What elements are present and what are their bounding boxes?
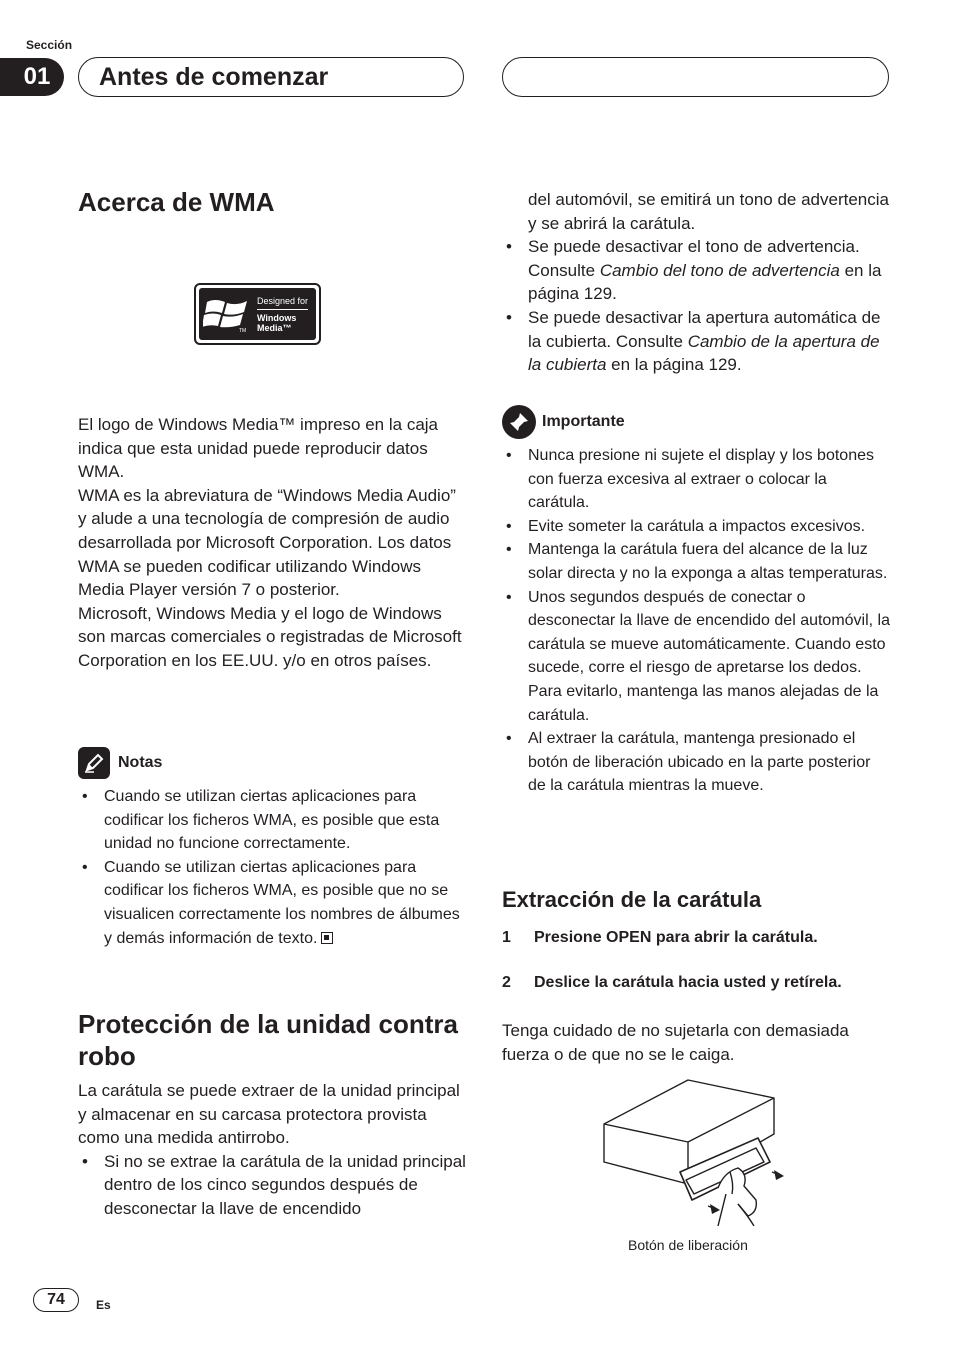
notes-list [78,785,468,950]
step-1 [502,926,890,950]
step-2-desc-wrap [502,1019,890,1066]
logo-media: Media™ [257,322,292,333]
wma-section-title-wrap [78,186,275,218]
note-text: Cuando se utilizan ciertas aplicaciones para codificar los ficheros WMA, es posible que esta unidad no funcione correctamente. [104,788,440,853]
faceplate-removal-illustration [598,1076,794,1226]
theft-body-right [502,188,890,377]
theft-bullet1-part2: del automóvil, se emitirá un tono de advertencia y se abrirá la carátula. [528,190,889,233]
wma-paragraph: El logo de Windows Media™ impreso en la caja indica que esta unidad puede reproducir datos WMA. [78,415,439,482]
important-header [502,405,625,439]
step-2-description: Tenga cuidado de no sujetarla con demasiada fuerza o de que no se le caiga. [502,1021,849,1064]
theft-section-title-wrap [78,1008,468,1072]
section-number-badge: 01 [0,58,64,96]
important-text: Al extraer la carátula, mantenga presionado el botón de liberación ubicado en la parte posterior de la carátula mientras la mueve. [528,730,871,795]
list-item [502,306,890,377]
important-text: Mantenga la carátula fuera del alcance de la luz solar directa y no la exponga a altas temperaturas. [528,541,888,582]
list-item [502,586,890,728]
list-item [502,235,890,306]
pushpin-important-icon [502,405,536,439]
step-text: Deslice la carátula hacia usted y retírela. [534,974,842,991]
bullet-text: Se puede desactivar la apertura automática de la cubierta. Consulte [528,307,881,351]
bullet-text: en la página 129. [528,260,882,304]
section-header-empty-box [502,57,889,97]
list-item [502,515,890,539]
wma-paragraph: WMA es la abreviatura de “Windows Media Audio” y alude a una tecnología de compresión de audio desarrollada por Microsoft Corporation. Los datos WMA se pueden codificar utilizando Windows Media Player versión 7 o posterior. [78,485,456,600]
bullet-text: Se puede desactivar el tono de advertencia. Consulte [528,237,860,280]
theft-bullet1-part1: Si no se extrae la carátula de la unidad principal dentro de los cinco segundos después de desconectar la llave de encendido [104,1151,466,1218]
list-item [502,188,890,235]
list-item [502,538,890,585]
end-of-section-icon [321,932,333,944]
language-code: Es [96,1298,111,1312]
bullet-reference: Cambio de la apertura de la cubierta [528,331,880,375]
theft-body-left [78,1079,466,1221]
logo-designed-for: Designed for [257,296,308,310]
list-item [502,444,890,515]
notes-header [78,747,162,779]
step-number: 1 [502,929,511,946]
section-label: Sección [26,38,73,52]
illustration-caption: Botón de liberación [628,1237,748,1253]
section-title: Antes de comenzar [78,57,464,97]
important-text: Unos segundos después de conectar o desconectar la llave de encendido del automóvil, la carátula se mueve automáticamente. Cuando esto sucede, corre el riesgo de apretarse los dedos. Para evitarlo, mantenga las manos alejadas de la carátula. [528,588,891,724]
theft-bullets-right [502,188,890,235]
step-text: Presione OPEN para abrir la carátula. [534,929,818,946]
pencil-note-icon [78,747,110,779]
windows-media-logo [194,283,321,345]
wma-body [78,413,464,673]
notes-list-wrap [78,785,468,950]
list-item [78,856,468,950]
list-item [78,1150,466,1221]
windows-flag-icon [203,294,251,334]
important-text: Nunca presione ni sujete el display y los botones con fuerza excesiva al extraer o colocar la carátula. [528,447,874,512]
notes-label: Notas [118,754,163,771]
list-item [78,785,468,856]
important-list [502,444,890,798]
bullet-text: en la página 129. [606,355,742,375]
theft-bullets-left [78,1150,466,1221]
important-list-wrap [502,444,890,798]
important-label: Importante [542,413,625,430]
theft-intro: La carátula se puede extraer de la unidad principal y almacenar en su carcasa protectora provista como una medida antirrobo. [78,1081,460,1148]
removal-title: Extracción de la carátula [502,887,762,912]
theft-section-title: Protección de la unidad contra robo [78,1009,458,1071]
bullet-reference: Cambio del tono de advertencia [599,260,840,280]
logo-tm-mark: TM [239,328,247,334]
theft-bullets-more [502,235,890,377]
wma-section-title: Acerca de WMA [78,187,275,217]
step-number: 2 [502,974,511,991]
page-number: 74 [33,1288,79,1312]
step-2 [502,971,886,995]
list-item [502,727,890,798]
note-text: Cuando se utilizan ciertas aplicaciones para codificar los ficheros WMA, es posible que no se visualicen correctamente los nombres de álbumes y demás información de texto. [104,858,460,947]
wma-paragraph: Microsoft, Windows Media y el logo de Windows son marcas comerciales o registradas de Microsoft Corporation en los EE.UU. y/o en otros países. [78,603,462,670]
important-text: Evite someter la carátula a impactos excesivos. [528,517,866,535]
logo-windows: Windows [257,312,297,323]
